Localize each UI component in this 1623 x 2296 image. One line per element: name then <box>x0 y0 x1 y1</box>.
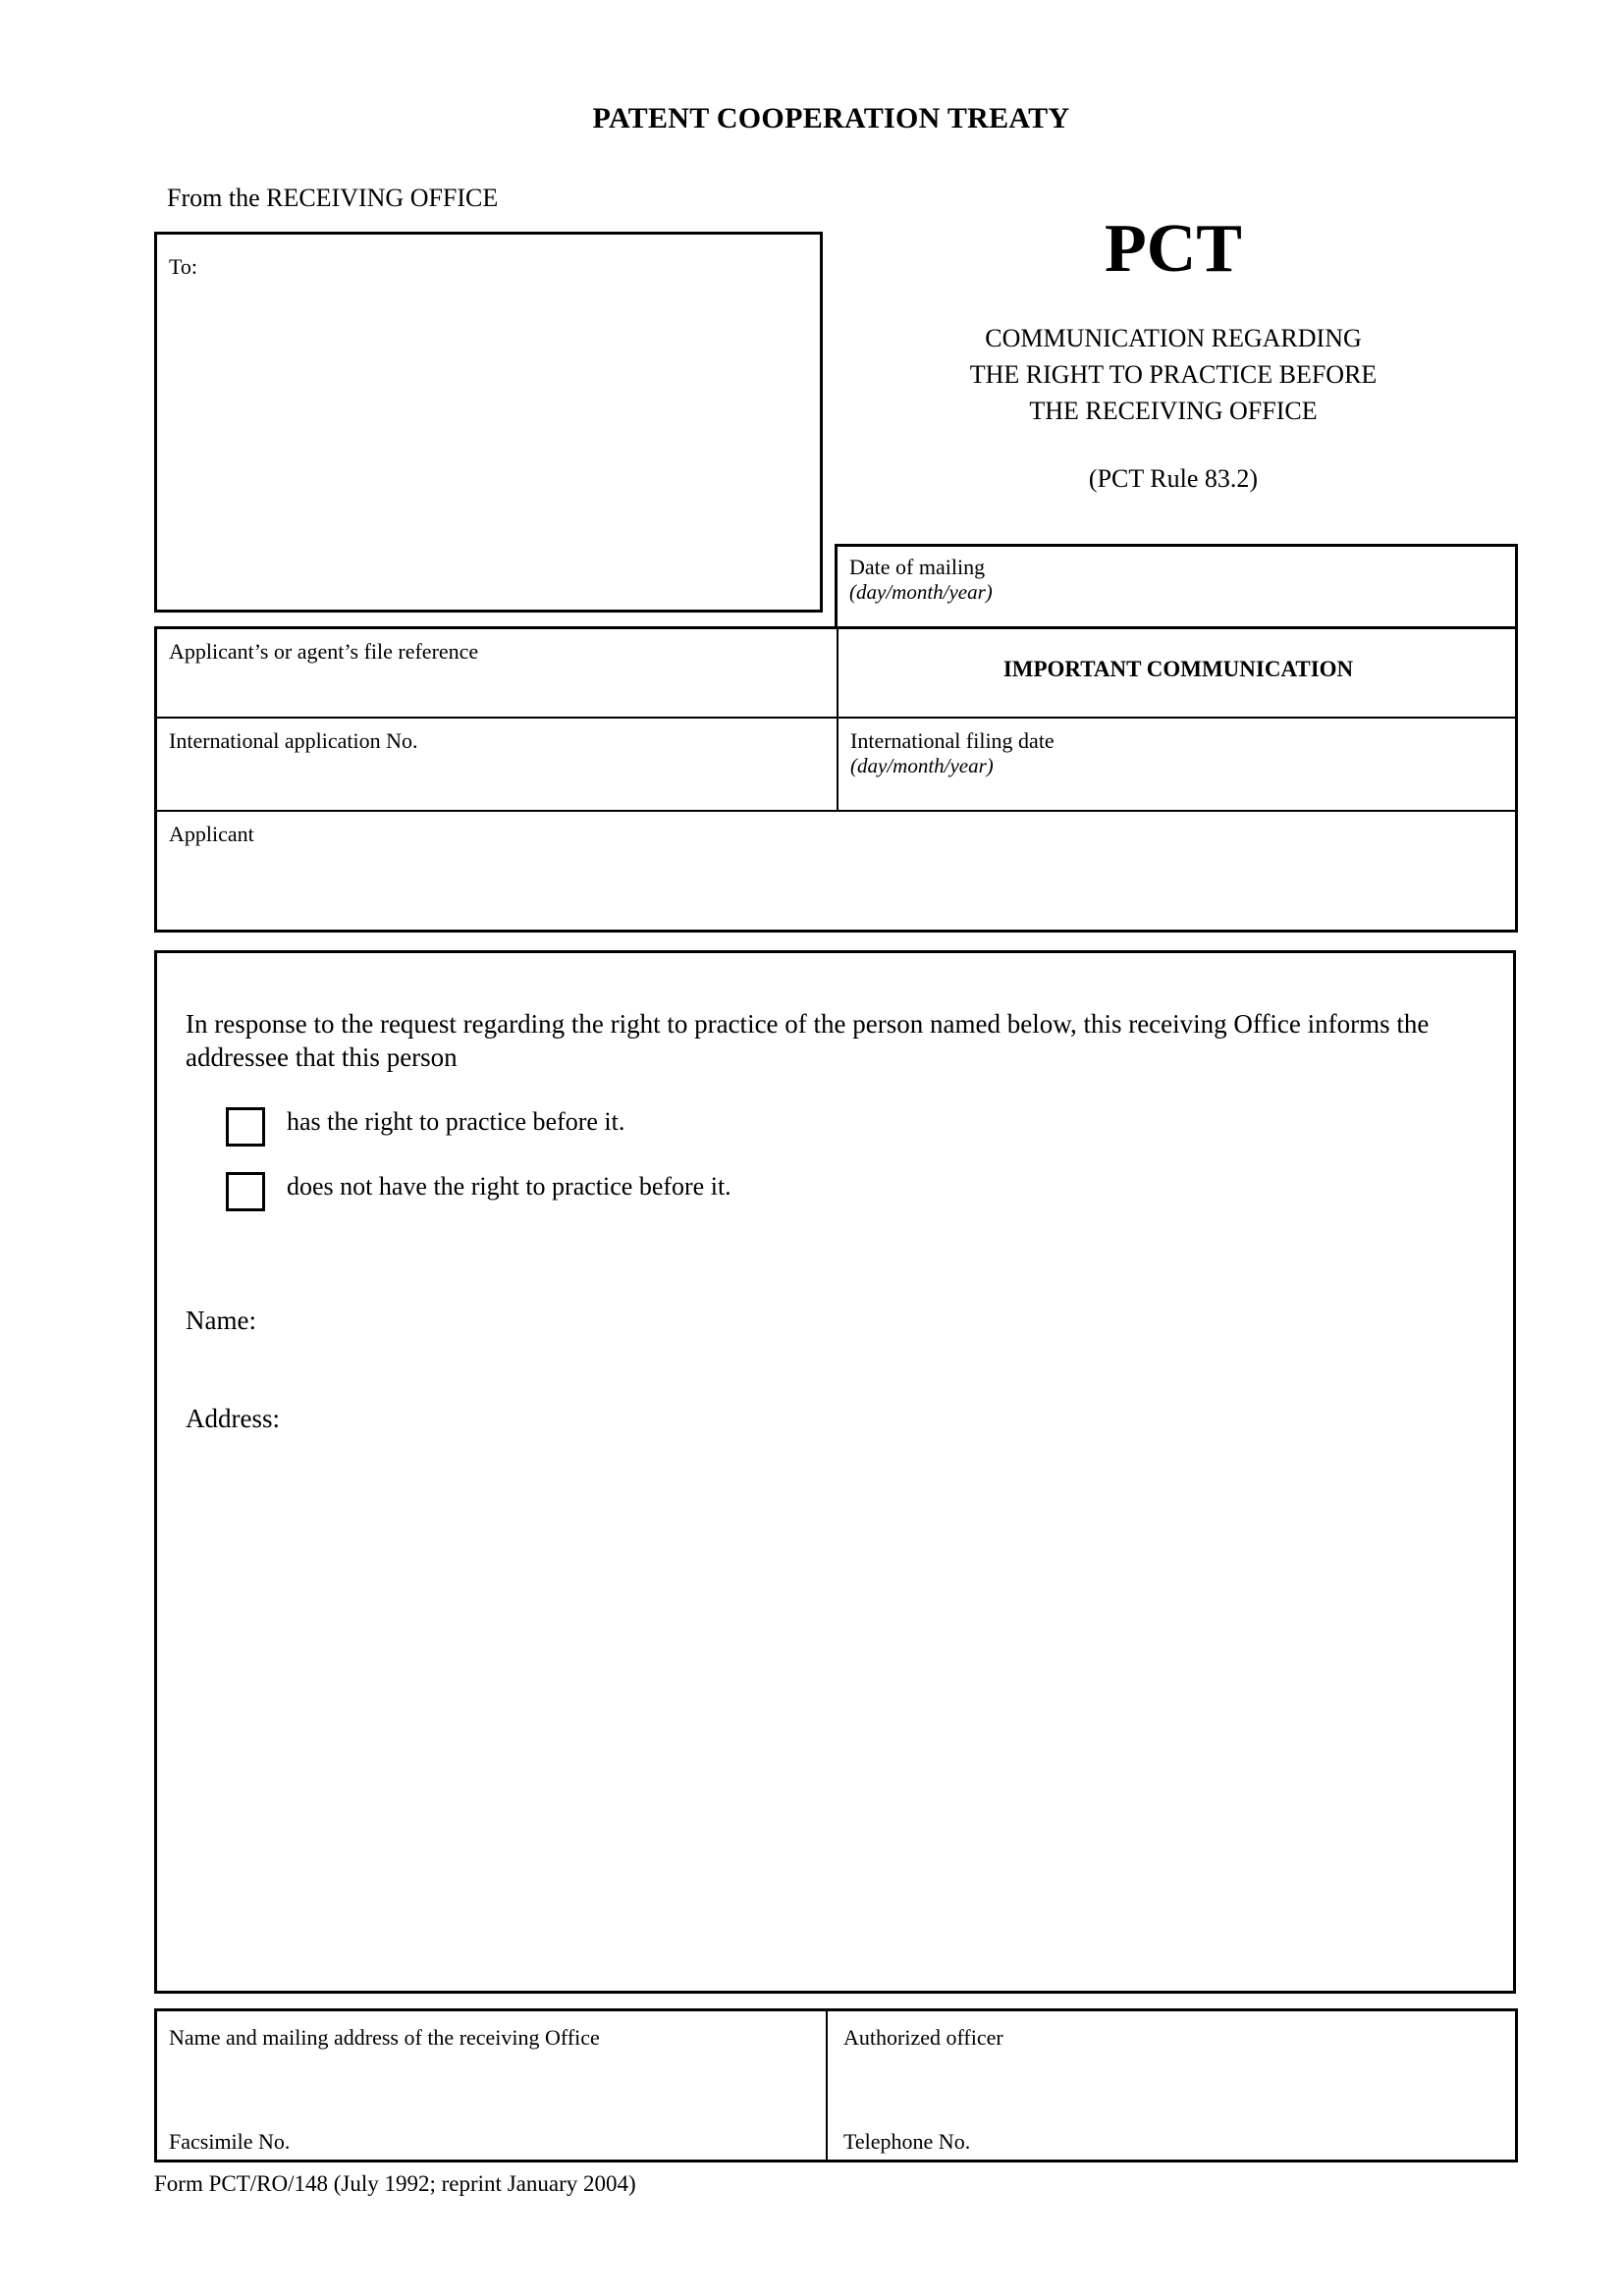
important-communication-cell <box>839 629 1518 717</box>
international-filing-date-format: (day/month/year) <box>850 754 994 777</box>
communication-body-box <box>154 950 1516 1994</box>
name-label: Name: <box>186 1306 256 1335</box>
form-identifier: Form PCT/RO/148 (July 1992; reprint January 2004) <box>154 2171 636 2196</box>
authorized-officer-label: Authorized officer <box>843 2025 1003 2050</box>
from-receiving-office-label: From the RECEIVING OFFICE <box>167 184 499 212</box>
rule-reference: (PCT Rule 83.2) <box>1088 464 1259 493</box>
pct-logo: PCT <box>1105 211 1242 287</box>
communication-title <box>884 320 1463 429</box>
communication-title-line-2: THE RIGHT TO PRACTICE BEFORE <box>969 360 1378 389</box>
to-label: To: <box>169 254 198 279</box>
receiving-office-box <box>154 2008 1518 2163</box>
has-right-checkbox[interactable] <box>226 1107 265 1147</box>
international-filing-date-field[interactable] <box>839 719 1518 810</box>
office-address-label: Name and mailing address of the receiving Office <box>169 2025 600 2050</box>
important-communication-heading: IMPORTANT COMMUNICATION <box>1002 657 1354 681</box>
applicant-label: Applicant <box>169 822 254 846</box>
communication-title-line-3: THE RECEIVING OFFICE <box>1029 397 1318 425</box>
no-right-checkbox[interactable] <box>226 1172 265 1211</box>
facsimile-label: Facsimile No. <box>169 2129 291 2154</box>
intro-text: In response to the request regarding the right to practice of the person named below, this receiving Office informs the addressee that this person <box>186 1009 1430 1072</box>
to-address-box[interactable] <box>154 232 823 613</box>
no-right-option-label: does not have the right to practice before it. <box>287 1172 731 1201</box>
date-of-mailing-label: Date of mailing <box>849 555 986 579</box>
application-details-grid <box>154 626 1518 933</box>
bottom-box-divider <box>826 2011 828 2160</box>
international-application-no-field[interactable] <box>157 719 837 810</box>
date-of-mailing-field[interactable] <box>835 544 1518 629</box>
file-reference-label: Applicant’s or agent’s file reference <box>169 639 479 664</box>
address-label: Address: <box>186 1404 280 1433</box>
file-reference-field[interactable] <box>157 629 837 717</box>
telephone-label: Telephone No. <box>843 2129 971 2154</box>
has-right-option-label: has the right to practice before it. <box>287 1107 625 1136</box>
international-application-no-label: International application No. <box>169 728 418 753</box>
communication-title-line-1: COMMUNICATION REGARDING <box>985 324 1362 352</box>
date-of-mailing-format: (day/month/year) <box>849 580 993 604</box>
international-filing-date-label: International filing date <box>850 728 1055 753</box>
applicant-field[interactable] <box>157 812 1515 930</box>
document-title: PATENT COOPERATION TREATY <box>592 102 1070 134</box>
